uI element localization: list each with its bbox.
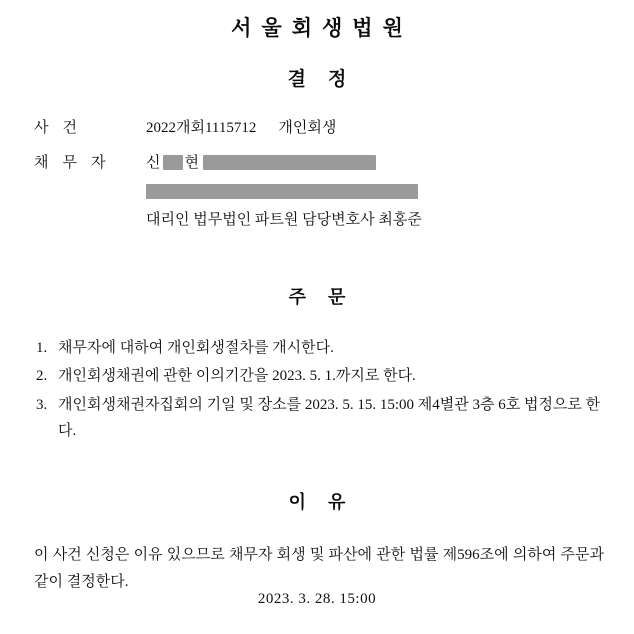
list-item-text: 채무자에 대하여 개인회생절차를 개시한다. <box>58 340 334 356</box>
section-heading-reason: 이유 <box>288 492 368 512</box>
redaction-bar-address-2 <box>146 184 418 199</box>
debtor-name-first: 신 <box>146 154 161 171</box>
order-item-list <box>28 335 606 444</box>
case-info-block <box>28 117 606 229</box>
case-field-value <box>146 117 606 140</box>
case-type: 개인회생 <box>278 120 337 136</box>
decision-datetime: 2023. 3. 28. 15:00 <box>257 591 377 607</box>
court-title: 서울회생법원 <box>231 16 413 40</box>
list-item <box>36 335 604 361</box>
case-field-label: 사건 <box>34 120 91 136</box>
document-type-heading: 결정 <box>287 69 369 90</box>
agent-line: 대리인 법무법인 파트원 담당변호사 최홍준 <box>146 212 422 228</box>
reason-body-text: 이 사건 신청은 이유 있으므로 채무자 회생 및 파산에 관한 법률 제596조에 의하여 주문과 같이 결정한다. <box>34 547 604 590</box>
list-item <box>36 363 604 389</box>
redaction-row <box>34 182 606 200</box>
debtor-field-value <box>146 152 606 175</box>
section-heading-order: 주문 <box>288 287 368 307</box>
list-item-text: 개인회생채권자집회의 기일 및 장소를 2023. 5. 15. 15:00 제4별관 3층 6호 법정으로 한다. <box>58 396 601 439</box>
redaction-bar-address-1 <box>203 155 376 170</box>
list-item-number: 3. <box>36 396 48 413</box>
case-number: 2022개회1115712 <box>146 120 257 136</box>
debtor-name-last: 현 <box>184 154 199 171</box>
list-item-number: 1. <box>36 340 48 356</box>
list-item <box>36 392 604 445</box>
case-field-row <box>34 117 606 140</box>
debtor-field-row <box>34 152 606 175</box>
list-item-number: 2. <box>36 368 48 385</box>
redaction-bar-name <box>163 155 183 170</box>
debtor-field-label: 채무자 <box>34 154 120 171</box>
list-item-text: 개인회생채권에 관한 이의기간을 2023. 5. 1.까지로 한다. <box>58 368 416 385</box>
